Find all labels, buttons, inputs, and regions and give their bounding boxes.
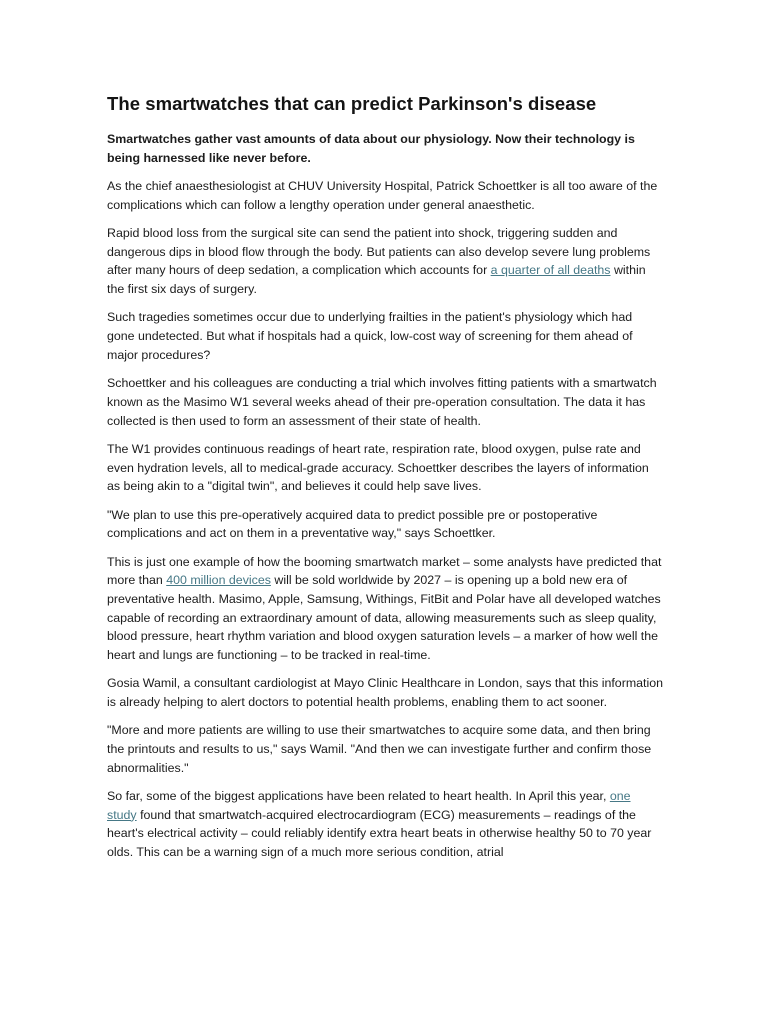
quarter-of-all-deaths-link[interactable]: a quarter of all deaths bbox=[490, 263, 611, 278]
document-page bbox=[107, 92, 663, 871]
paragraph-8: Gosia Wamil, a consultant cardiologist at Mayo Clinic Healthcare in London, says that this information is already helping to alert doctors to potential health problems, enabling them to act sooner. bbox=[107, 676, 664, 710]
paragraph-4: Schoettker and his colleagues are conducting a trial which involves fitting patients with a smartwatch known as the Masimo W1 several weeks ahead of their pre-operation consultation. The data it has collected is then used to form an assessment of their state of health. bbox=[107, 376, 657, 428]
paragraph-5: The W1 provides continuous readings of heart rate, respiration rate, blood oxygen, pulse rate and even hydration levels, all to medical-grade accuracy. Schoettker describes the layers of information as being akin to a "digital twin", and believes it could help save lives. bbox=[107, 441, 649, 494]
paragraph-10-text-b: found that smartwatch-acquired electrocardiogram (ECG) measurements – readings of the heart's electrical activity – could reliably identify extra heart beats in otherwise healthy 50 to 70 year olds. This can be a warning sign of a much more serious condition, atrial bbox=[107, 807, 652, 860]
paragraph-1: As the chief anaesthesiologist at CHUV University Hospital, Patrick Schoettker is all too aware of the complications which can follow a lengthy operation under general anaesthetic. bbox=[107, 179, 658, 212]
paragraph-3: Such tragedies sometimes occur due to underlying frailties in the patient's physiology which had gone undetected. But what if hospitals had a quick, low-cost way of screening for them ahead of major procedures? bbox=[107, 310, 633, 362]
article-title: The smartwatches that can predict Parkinson's disease bbox=[107, 93, 597, 114]
one-study-link[interactable]: one study bbox=[107, 789, 631, 822]
paragraph-10 bbox=[107, 787, 663, 862]
paragraph-2-text-a: Rapid blood loss from the surgical site can send the patient into shock, triggering sudden and dangerous dips in blood flow through the body. But patients can also develop severe lung problems after many hours of deep sedation, a complication which accounts for bbox=[107, 226, 651, 278]
paragraph-7-text-b: will be sold worldwide by 2027 – is opening up a bold new era of preventative health. Masimo, Apple, Samsung, Withings, FitBit and Polar have all developed watches capable of recording an extraordinary amount of data, allowing measurements such as sleep quality, blood pressure, heart rhythm variation and blood oxygen saturation levels – a marker of how well the heart and lungs are functioning – to be tracked in real-time. bbox=[107, 573, 661, 663]
paragraph-9: "More and more patients are willing to use their smartwatches to acquire some data, and then bring the printouts and results to us," says Wamil. "And then we can investigate further and confirm those abnormalities." bbox=[107, 723, 652, 775]
paragraph-7-text-a: This is just one example of how the booming smartwatch market – some analysts have predicted that more than bbox=[107, 554, 662, 588]
400-million-devices-link[interactable]: 400 million devices bbox=[166, 573, 271, 588]
paragraph-10-text-a: So far, some of the biggest applications have been related to heart health. In April this year, bbox=[107, 789, 610, 804]
paragraph-7 bbox=[107, 553, 663, 665]
paragraph-2-text-b: within the first six days of surgery. bbox=[107, 263, 646, 297]
paragraph-2 bbox=[107, 224, 663, 299]
article-standfirst: Smartwatches gather vast amounts of data about our physiology. Now their technology is being harnessed like never before. bbox=[107, 132, 635, 165]
paragraph-6: "We plan to use this pre-operatively acquired data to predict possible pre or postoperative complications and act on them in a preventative way," says Schoettker. bbox=[107, 507, 598, 541]
